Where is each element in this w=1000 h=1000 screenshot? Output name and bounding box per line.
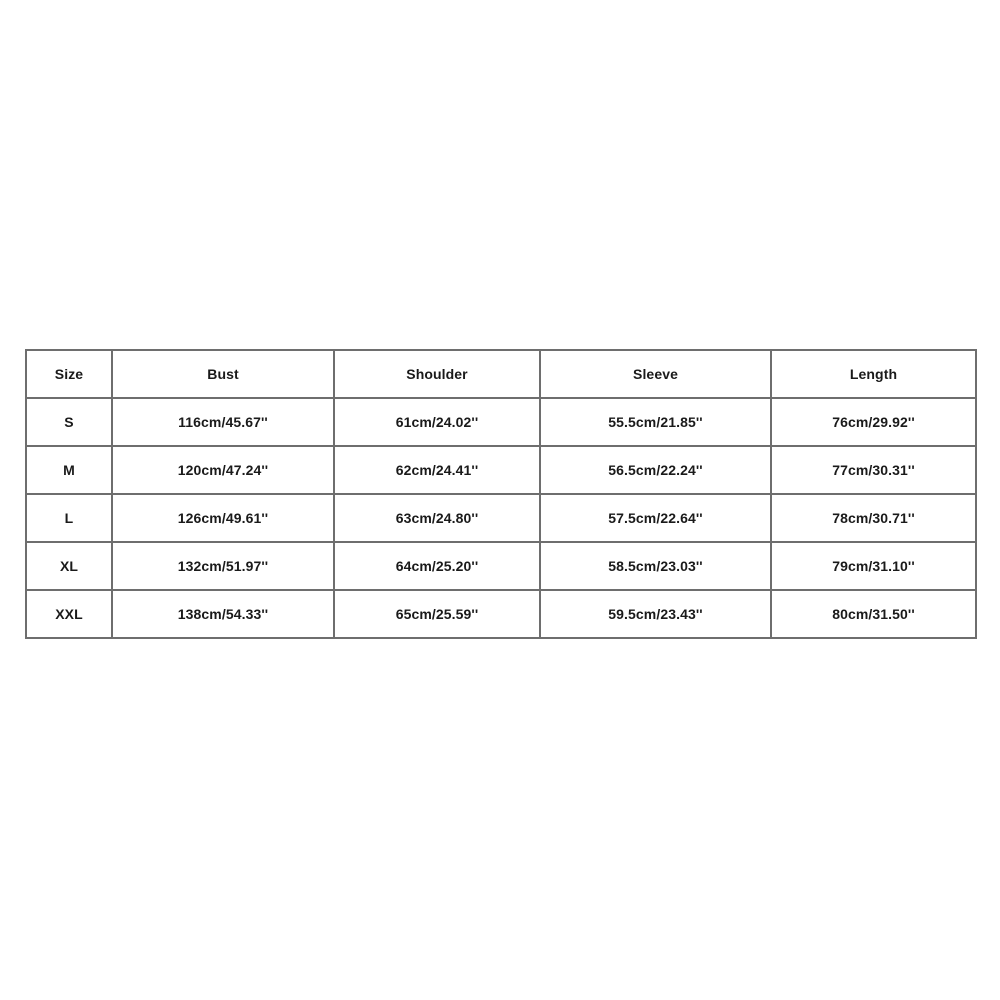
cell-sleeve: 56.5cm/22.24'' [540,446,771,494]
cell-shoulder: 63cm/24.80'' [334,494,540,542]
table-row [26,542,976,590]
cell-length: 76cm/29.92'' [771,398,976,446]
cell-sleeve: 59.5cm/23.43'' [540,590,771,638]
cell-size: XL [26,542,112,590]
table-row [26,590,976,638]
size-chart-table [25,349,977,639]
cell-size: L [26,494,112,542]
header-row [26,350,976,398]
cell-bust: 120cm/47.24'' [112,446,334,494]
table-row [26,398,976,446]
table-row [26,494,976,542]
size-chart-body [26,398,976,638]
cell-size: XXL [26,590,112,638]
cell-shoulder: 64cm/25.20'' [334,542,540,590]
cell-bust: 138cm/54.33'' [112,590,334,638]
size-chart-header [26,350,976,398]
cell-length: 77cm/30.31'' [771,446,976,494]
header-bust: Bust [112,350,334,398]
cell-bust: 132cm/51.97'' [112,542,334,590]
cell-bust: 126cm/49.61'' [112,494,334,542]
cell-sleeve: 58.5cm/23.03'' [540,542,771,590]
cell-size: S [26,398,112,446]
cell-shoulder: 62cm/24.41'' [334,446,540,494]
header-sleeve: Sleeve [540,350,771,398]
cell-shoulder: 65cm/25.59'' [334,590,540,638]
table-row [26,446,976,494]
header-size: Size [26,350,112,398]
cell-sleeve: 57.5cm/22.64'' [540,494,771,542]
header-shoulder: Shoulder [334,350,540,398]
header-length: Length [771,350,976,398]
cell-size: M [26,446,112,494]
cell-length: 78cm/30.71'' [771,494,976,542]
cell-length: 80cm/31.50'' [771,590,976,638]
cell-sleeve: 55.5cm/21.85'' [540,398,771,446]
cell-length: 79cm/31.10'' [771,542,976,590]
cell-bust: 116cm/45.67'' [112,398,334,446]
cell-shoulder: 61cm/24.02'' [334,398,540,446]
